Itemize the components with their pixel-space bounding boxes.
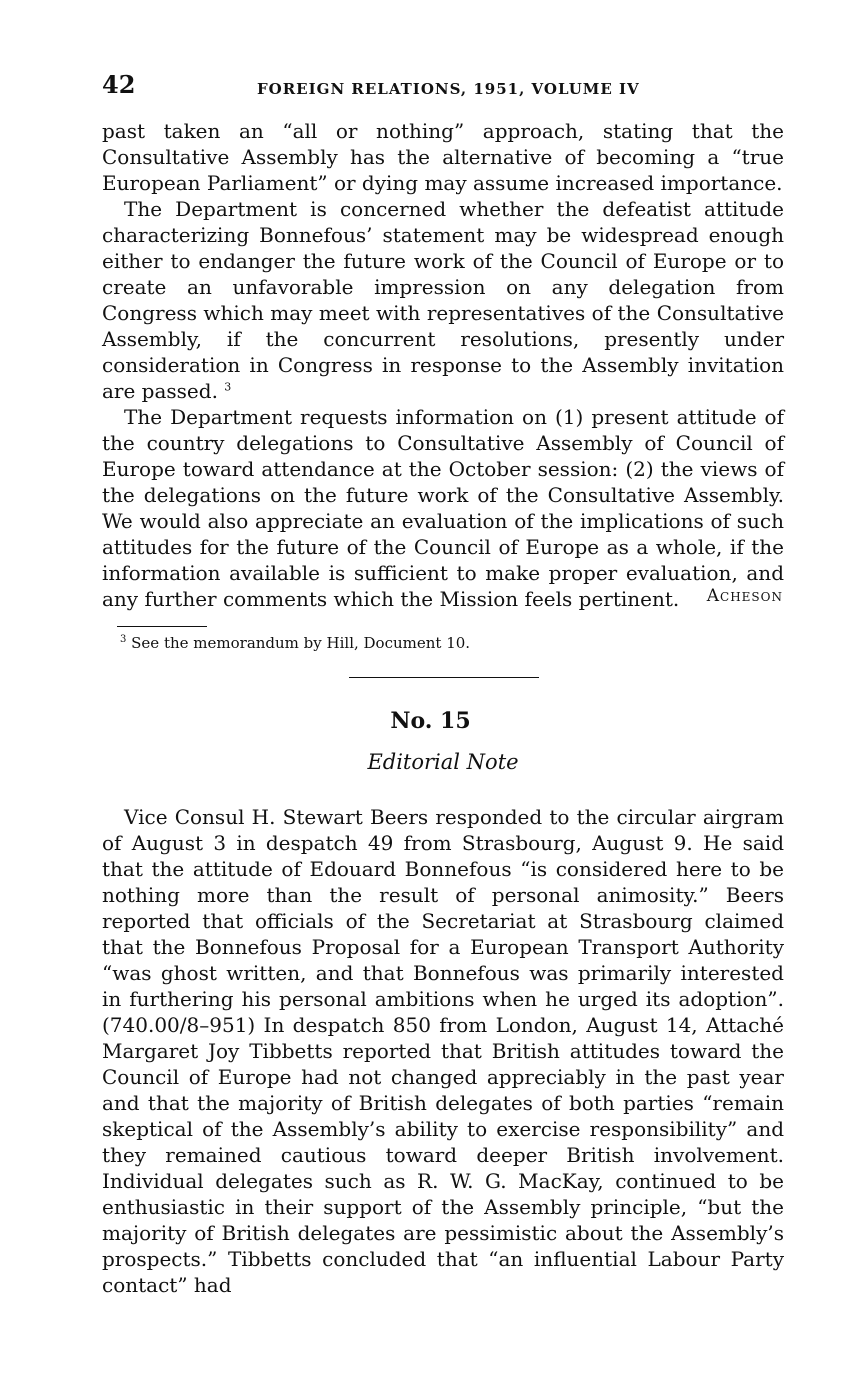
running-head: FOREIGN RELATIONS, 1951, VOLUME IV [257,80,640,98]
footnote-divider [117,626,207,627]
signature: Acheson [706,586,783,606]
paragraph [102,196,784,404]
document-subtitle: Editorial Note [367,750,519,774]
footnote-marker: 3 [120,634,127,645]
document-14-body [102,118,784,612]
footnote [120,634,470,652]
footnote-reference[interactable]: 3 [224,380,232,394]
page-number: 42 [102,70,136,99]
section-divider [349,677,539,678]
footnote-text: See the memorandum by Hill, Document 10. [131,634,471,652]
paragraph: The Department requests information on (1) present attitude of the country delegations to Consultative Assembly of Council of Europe toward attendance at the October session: (2) the views of the delegations on the future work of the Consultative Assembly. We would also appreciate an evaluation of the implications of such attitudes for the future of the Council of Europe as a whole, if the information available is sufficient to make proper evaluation, and any further comments which the Mission feels pertinent. [102,405,784,611]
page-header [102,70,786,106]
document-15-body [102,804,784,1298]
document-number: No. 15 [390,708,471,734]
paragraph: past taken an “all or nothing” approach, stating that the Consultative Assembly has the alternative of becoming a “true European Parliament” or dying may assume increased importance. [102,119,784,195]
paragraph: Vice Consul H. Stewart Beers responded to the circular airgram of August 3 in despatch 49 from Strasbourg, August 9. He said that the attitude of Edouard Bonnefous “is considered here to be nothing more than the result of personal animosity.” Beers reported that officials of the Secretariat at Strasbourg claimed that the Bonnefous Proposal for a European Transport Authority “was ghost written, and that Bonnefous was primarily interested in furthering his personal ambitions when he urged its adoption”. (740.00/8–951) In despatch 850 from London, August 14, Attaché Margaret Joy Tibbetts reported that British attitudes toward the Council of Europe had not changed appreciably in the past year and that the majority of British delegates of both parties “remain skeptical of the Assembly’s ability to exercise responsibility” and they remained cautious toward deeper British involvement. Individual delegates such as R. W. G. MacKay, continued to be enthusiastic in their support of the Assembly principle, “but the majority of British delegates are pessimistic about the Assembly’s prospects.” Tibbetts concluded that “an influential Labour Party contact” had [102,805,784,1297]
paragraph-text: The Department is concerned whether the defeatist attitude characterizing Bonnefous’ statement may be widespread enough either to endanger the future work of the Council of Europe or to create an unfavorable impression on any delegation from Congress which may meet with representatives of the Consultative Assembly, if the concurrent resolutions, presently under consideration in Congress in response to the Assembly invitation are passed. [102,197,784,403]
